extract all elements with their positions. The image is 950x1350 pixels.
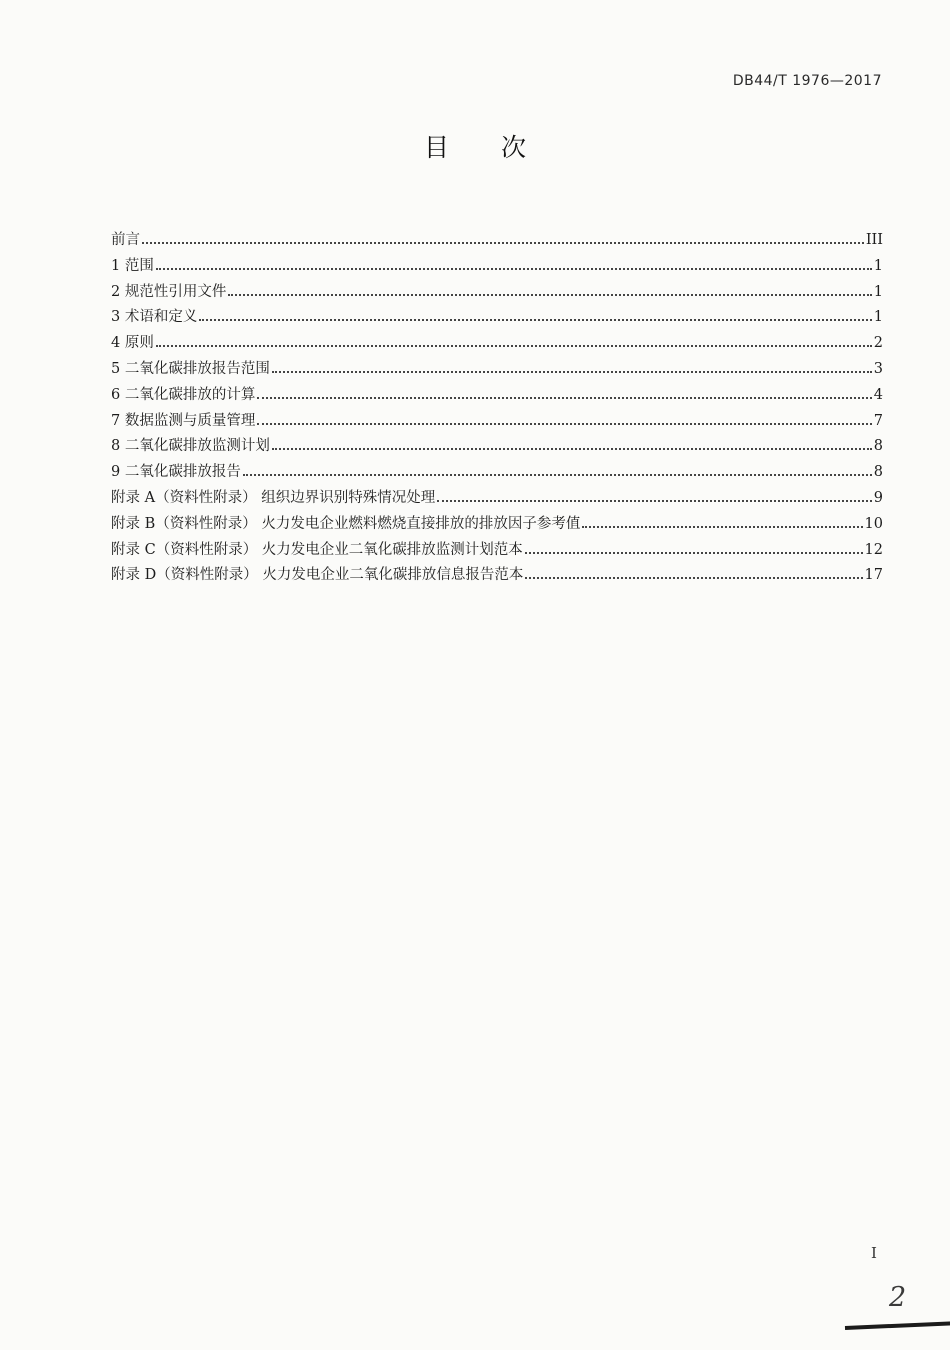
dot-leader	[525, 552, 863, 554]
dot-leader	[142, 242, 864, 244]
toc-entry-page: III	[865, 232, 883, 248]
dot-leader	[437, 500, 872, 502]
scan-edge-line	[845, 1320, 950, 1330]
toc-entry[interactable]	[111, 434, 883, 460]
document-code: DB44/T 1976—2017	[732, 73, 882, 89]
toc-entry-label: 3 术语和定义	[111, 309, 198, 326]
toc-entry-label: 9 二氧化碳排放报告	[111, 464, 241, 481]
dot-leader	[228, 294, 871, 296]
toc-entry-label: 附录 B（资料性附录） 火力发电企业燃料燃烧直接排放的排放因子参考值	[111, 515, 581, 532]
toc-entry[interactable]	[111, 305, 883, 331]
toc-entry-page: 9	[873, 489, 883, 506]
toc-entry[interactable]	[111, 331, 883, 357]
toc-entry-label: 5 二氧化碳排放报告范围	[111, 360, 270, 377]
toc-entry-label: 附录 A（资料性附录） 组织边界识别特殊情况处理	[111, 489, 436, 506]
dot-leader	[199, 319, 871, 321]
toc-entry-page: 8	[873, 438, 883, 455]
toc-entry-label: 2 规范性引用文件	[111, 283, 227, 300]
toc-entry-label: 4 原则	[111, 335, 154, 352]
toc-entry-label: 1 范围	[111, 257, 154, 274]
toc-entry-label: 7 数据监测与质量管理	[111, 412, 256, 429]
toc-entry[interactable]	[111, 254, 883, 280]
toc-entry-page: 10	[864, 515, 883, 532]
toc-entry[interactable]	[111, 357, 883, 383]
dot-leader	[582, 526, 862, 528]
toc-entry-label: 8 二氧化碳排放监测计划	[111, 438, 270, 455]
toc-entry-page: 1	[873, 309, 883, 326]
toc-entry-page: 4	[873, 386, 883, 403]
dot-leader	[272, 371, 872, 373]
dot-leader	[525, 577, 862, 579]
toc-entry-label: 附录 D（资料性附录） 火力发电企业二氧化碳排放信息报告范本	[111, 567, 524, 584]
toc-entry-label: 附录 C（资料性附录） 火力发电企业二氧化碳排放监测计划范本	[111, 541, 523, 558]
toc-entry-label: 6 二氧化碳排放的计算	[111, 386, 256, 403]
page-number: I	[871, 1244, 877, 1262]
dot-leader	[257, 423, 871, 425]
dot-leader	[156, 268, 872, 270]
handwritten-page-mark: 2	[889, 1282, 907, 1313]
toc-entry[interactable]	[111, 563, 883, 589]
toc-entry-page: 8	[873, 464, 883, 481]
toc-entry-page: 3	[873, 360, 883, 377]
toc-entry[interactable]	[111, 538, 883, 564]
toc-entry[interactable]	[111, 383, 883, 409]
toc-entry-page: 2	[873, 335, 883, 352]
dot-leader	[243, 474, 872, 476]
dot-leader	[272, 448, 872, 450]
toc-entry[interactable]	[111, 280, 883, 306]
dot-leader	[257, 397, 871, 399]
toc-entry[interactable]	[111, 409, 883, 435]
toc-entry-page: 1	[873, 257, 883, 274]
toc-entry-page: 1	[873, 283, 883, 300]
toc-title: 目次	[423, 133, 578, 162]
toc-entry[interactable]	[111, 486, 883, 512]
toc-entry[interactable]	[111, 460, 883, 486]
toc-entry-page: 12	[864, 541, 883, 558]
toc-entry-page: 17	[864, 567, 883, 584]
toc-list	[111, 228, 883, 589]
dot-leader	[156, 345, 872, 347]
toc-entry[interactable]	[111, 512, 883, 538]
toc-entry[interactable]	[111, 228, 883, 254]
toc-entry-label: 前言	[111, 232, 140, 248]
toc-entry-page: 7	[873, 412, 883, 429]
